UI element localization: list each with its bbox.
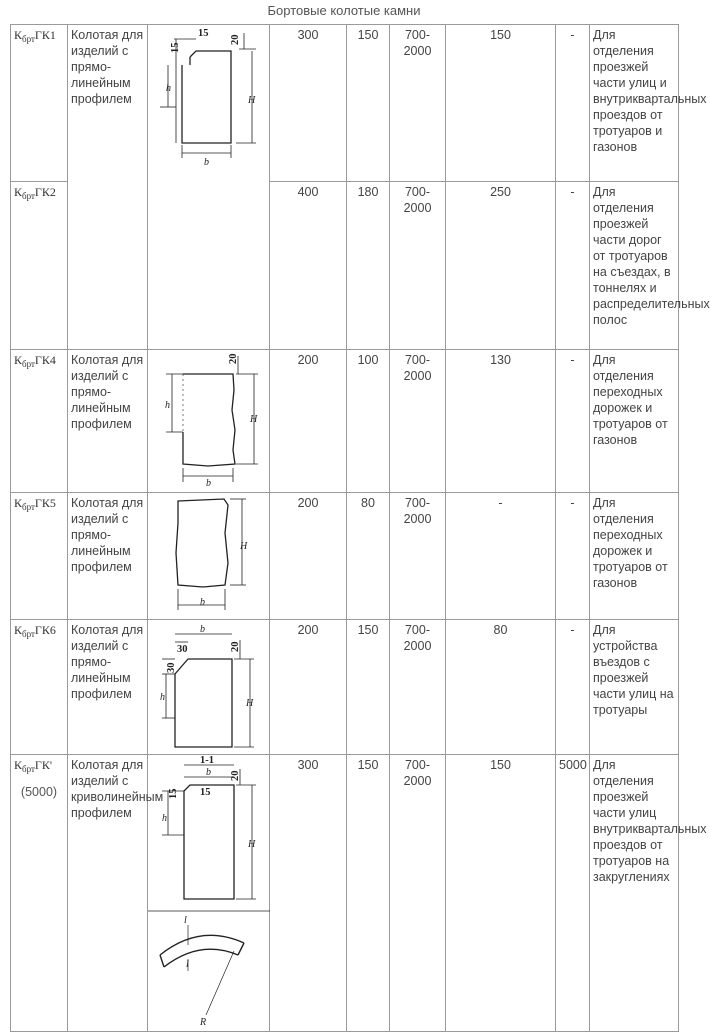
code-cell: $К_{брт}ГК6$ — [11, 620, 68, 755]
code-cell: $К_{брт}ГК1$ — [11, 25, 68, 182]
label-l-bottom: l — [186, 959, 189, 970]
label-H: H — [248, 839, 256, 850]
dim-20: 20 — [228, 353, 239, 364]
purpose-cell: Для отделения проезжей части дорог от тротуаров на съездах, в тоннелях и распределительных полос — [590, 182, 679, 350]
drawing-cell-gk4 — [148, 350, 270, 493]
value-cell: 150 — [446, 25, 556, 182]
dim-20: 20 — [230, 770, 241, 781]
table-caption: Бортовые колотые камни — [267, 3, 421, 18]
value-cell: - — [556, 350, 590, 493]
value-cell: 400 — [270, 182, 347, 350]
label-H: H — [248, 95, 256, 106]
value-cell: 80 — [446, 620, 556, 755]
value-cell: - — [556, 182, 590, 350]
value-cell: 150 — [347, 25, 390, 182]
label-h: h — [162, 813, 167, 824]
dim-20: 20 — [230, 641, 241, 652]
purpose-cell: Для отделения проезжей части улиц и внутриквартальных проездов от тротуаров и газонов — [590, 25, 679, 182]
value-cell: 150 — [347, 755, 390, 1032]
value-cell: 250 — [446, 182, 556, 350]
value-cell: 700-2000 — [390, 755, 446, 1032]
value-cell: 700-2000 — [390, 620, 446, 755]
drawing-cell-gk5 — [148, 493, 270, 620]
value-cell: - — [556, 25, 590, 182]
value-cell: 200 — [270, 350, 347, 493]
value-cell: - — [556, 620, 590, 755]
code-cell: $К_{брт}ГК5$ — [11, 493, 68, 620]
value-cell: 150 — [347, 620, 390, 755]
description-cell: Колотая для изделий с прямо-линейным профилем — [68, 25, 148, 350]
value-cell: 300 — [270, 755, 347, 1032]
value-cell: - — [556, 493, 590, 620]
label-H: H — [250, 414, 258, 425]
section-label: 1-1 — [200, 755, 214, 766]
label-H: H — [240, 541, 248, 552]
value-cell: 150 — [446, 755, 556, 1032]
label-H: H — [246, 698, 254, 709]
dim-15: 15 — [200, 787, 211, 798]
description-cell: Колотая для изделий с прямо-линейным профилем — [68, 620, 148, 755]
value-cell: 300 — [270, 25, 347, 182]
profile-drawing-gk6 — [148, 620, 270, 750]
label-b: b — [206, 478, 211, 489]
label-b-top: b — [206, 767, 211, 778]
label-R: R — [200, 1017, 207, 1028]
label-h: h — [165, 400, 170, 411]
label-h: h — [166, 83, 171, 94]
value-cell: 200 — [270, 620, 347, 755]
profile-drawing-gk1 — [148, 25, 270, 175]
table-row — [11, 25, 679, 182]
dim-30: 30 — [177, 644, 188, 655]
label-l-top: l — [184, 915, 187, 926]
code-cell: $К_{брт}ГК4$ — [11, 350, 68, 493]
dim-15: 15 — [198, 28, 209, 39]
value-cell: 200 — [270, 493, 347, 620]
purpose-cell: Для отделения проезжей части улиц внутриквартальных проездов от тротуаров на закруглениях — [590, 755, 679, 1032]
table-row — [11, 755, 679, 1032]
value-cell: 5000 — [556, 755, 590, 1032]
description-cell: Колотая для изделий с криволинейным профилем — [68, 755, 148, 1032]
value-cell: 700-2000 — [390, 350, 446, 493]
value-cell: - — [446, 493, 556, 620]
label-h: h — [160, 692, 165, 703]
label-b-top: b — [200, 624, 205, 635]
dim-15-vert: 15 — [168, 788, 179, 799]
purpose-cell: Для устройства въездов с проезжей части улиц на тротуары — [590, 620, 679, 755]
value-cell: 80 — [347, 493, 390, 620]
drawing-cell-gk1 — [148, 25, 270, 350]
value-cell: 100 — [347, 350, 390, 493]
value-cell: 700-2000 — [390, 182, 446, 350]
dim-15-vert: 15 — [170, 42, 181, 53]
table-row — [11, 350, 679, 493]
purpose-cell: Для отделения переходных дорожек и тротуаров от газонов — [590, 350, 679, 493]
code-cell: $К_{брт}ГК'$ (5000) — [11, 755, 68, 1032]
value-cell: 700-2000 — [390, 493, 446, 620]
label-b: b — [200, 597, 205, 608]
profile-drawing-gk4 — [148, 350, 270, 488]
dim-30-vert: 30 — [166, 662, 177, 673]
value-cell: 700-2000 — [390, 25, 446, 182]
table-row — [11, 620, 679, 755]
value-cell: 180 — [347, 182, 390, 350]
dim-20: 20 — [230, 34, 241, 45]
profile-drawing-gk-curved — [148, 755, 270, 1027]
value-cell: 130 — [446, 350, 556, 493]
drawing-cell-gk6 — [148, 620, 270, 755]
drawing-cell-gk-curved — [148, 755, 270, 1032]
table-row — [11, 493, 679, 620]
code-cell: $К_{брт}ГК2$ — [11, 182, 68, 350]
purpose-cell: Для отделения переходных дорожек и тротуаров от газонов — [590, 493, 679, 620]
curb-stones-table — [10, 24, 710, 1032]
description-cell: Колотая для изделий с прямо-линейным профилем — [68, 493, 148, 620]
profile-drawing-gk5 — [148, 493, 270, 615]
label-b: b — [204, 157, 209, 168]
description-cell: Колотая для изделий с прямо-линейным профилем — [68, 350, 148, 493]
